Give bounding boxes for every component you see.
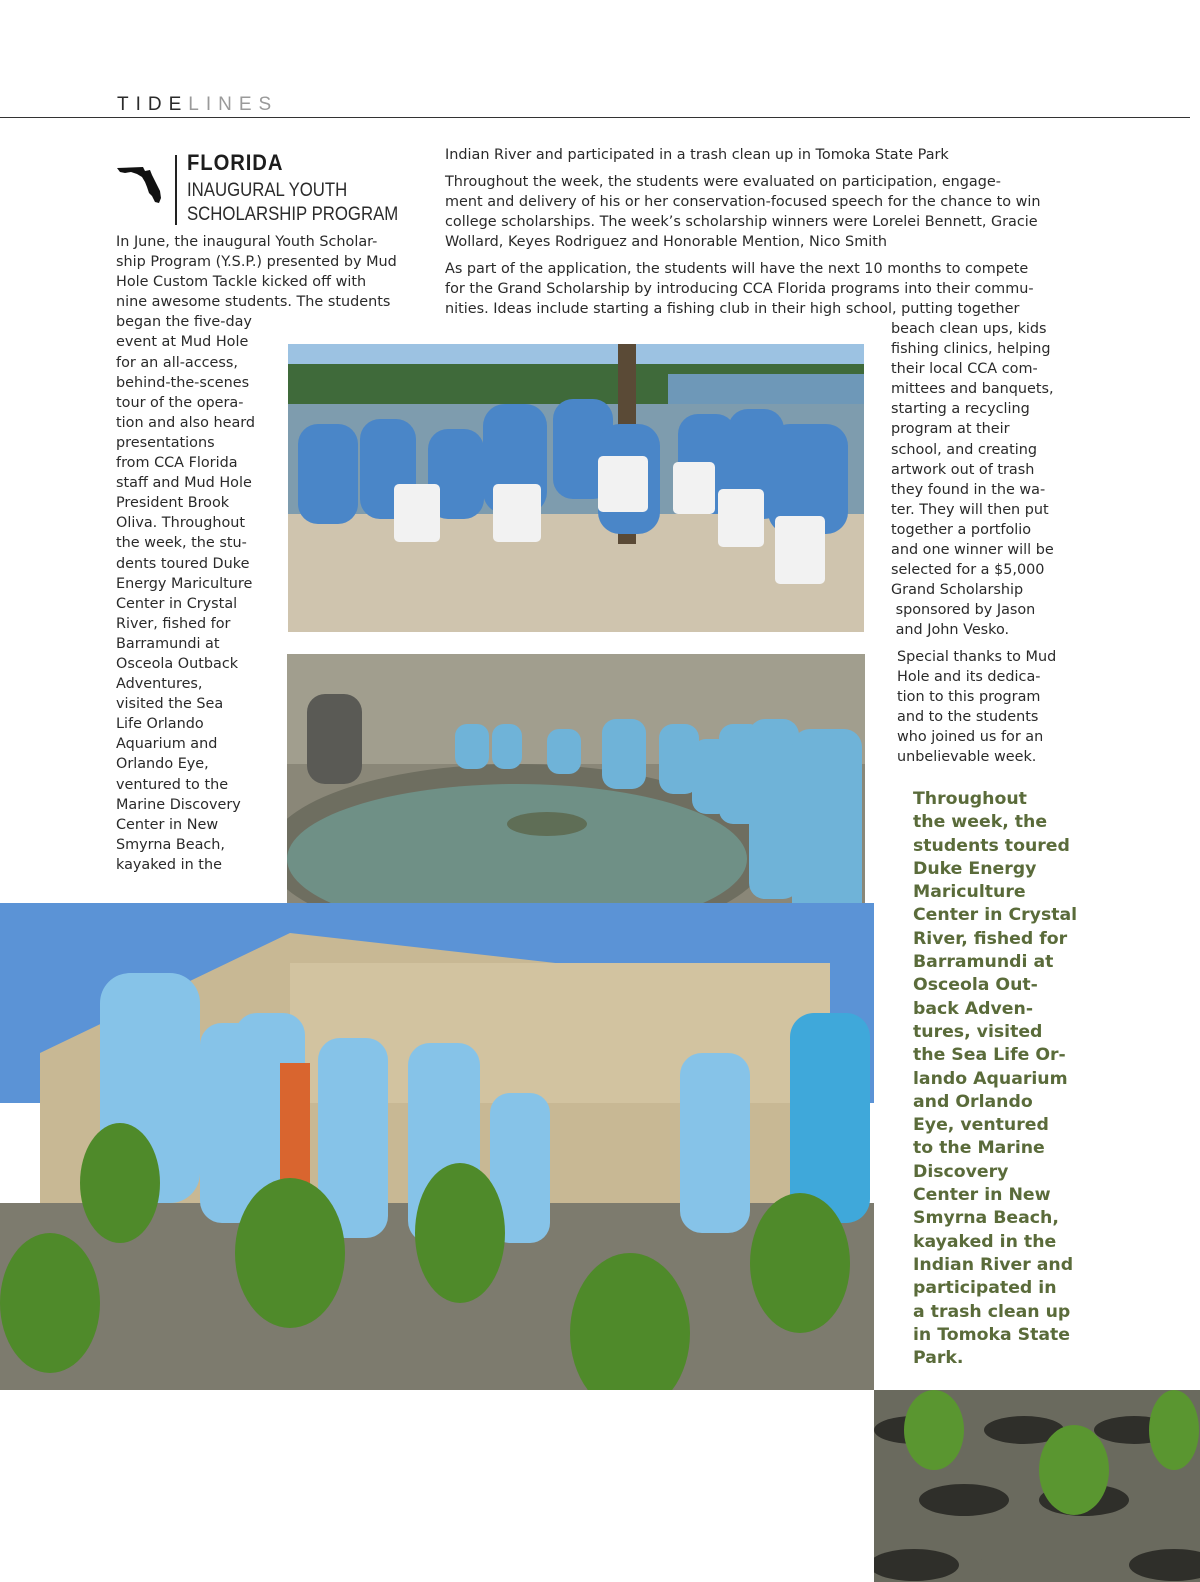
state-title: FLORIDA — [187, 150, 284, 175]
body-paragraph-2: Throughout the week, the students were evaluated on participation, engage- ment and delivery of his or her conservation-focused speech for the chance to win college scholarships. The week’s scholarship winners were Lorelei Bennett, Gracie Wollard, Keyes Rodriguez and Honorable Mention, Nico Smith — [445, 174, 1041, 250]
header-rule — [0, 117, 1190, 118]
title-divider — [175, 155, 177, 225]
body-column-right-3: Special thanks to Mud Hole and its dedica- tion to this program and to the students who joined us for an unbelievable week. — [897, 649, 1057, 766]
photo-mariculture-tank — [287, 654, 865, 924]
photo-mangrove-nursery — [0, 903, 874, 1390]
masthead — [117, 94, 278, 116]
article-subtitle — [187, 178, 399, 226]
pull-quote: Throughout the week, the students toured Duke Energy Mariculture Center in Crystal River, fished for Barramundi at Osceola Out- back Adven- tures, visited the Sea Life Or- lando Aquarium and Orlando Eye, ventured to the Marine Discovery Center in New Smyrna Beach, kayaked in the Indian River and participated in a trash clean up in Tomoka State Park. — [913, 789, 1078, 1369]
body-column-left: In June, the inaugural Youth Scholar- ship Program (Y.S.P.) presented by Mud Hole Custom Tackle kicked off with nine awesome students. The students began the five-day event at Mud Hole for an all-access, behind-the-scenes tour of the opera- tion and also heard presentations from CCA Florida staff and Mud Hole President Brook Oliva. Throughout the week, the stu- dents toured Duke Energy Mariculture Center in Crystal River, fished for Barramundi at Osceola Outback Adventures, visited the Sea Life Orlando Aquarium and Orlando Eye, ventured to the Marine Discovery Center in New Smyrna Beach, kayaked in the — [116, 234, 397, 873]
photo-mangrove-nursery-continued — [874, 1390, 1200, 1582]
florida-state-icon — [116, 163, 166, 205]
subtitle-line-2: SCHOLARSHIP PROGRAM — [187, 203, 399, 225]
body-column-right-1: beach clean ups, kids fishing clinics, helping their local CCA com- mittees and banquets, starting a recycling program at their school, and creating artwork out of trash they found in the wa- ter. They will then put together a portfolio and one winner will be selected for a $5,000 Grand Scholarship — [891, 321, 1054, 599]
masthead-part-dark: TIDE — [117, 94, 189, 115]
subtitle-line-1: INAUGURAL YOUTH — [187, 179, 348, 201]
page-header — [0, 0, 1200, 120]
body-paragraph-1: Indian River and participated in a trash clean up in Tomoka State Park — [445, 147, 949, 163]
masthead-part-light: LINES — [188, 94, 279, 115]
photo-beach-cleanup — [288, 344, 864, 632]
body-paragraph-3: As part of the application, the students will have the next 10 months to compete for the Grand Scholarship by introducing CCA Florida programs into their commu- nities. Ideas include starting a fishing club in their high school, putting together — [445, 261, 1034, 317]
body-column-right-2: sponsored by Jason and John Vesko. — [895, 602, 1036, 639]
